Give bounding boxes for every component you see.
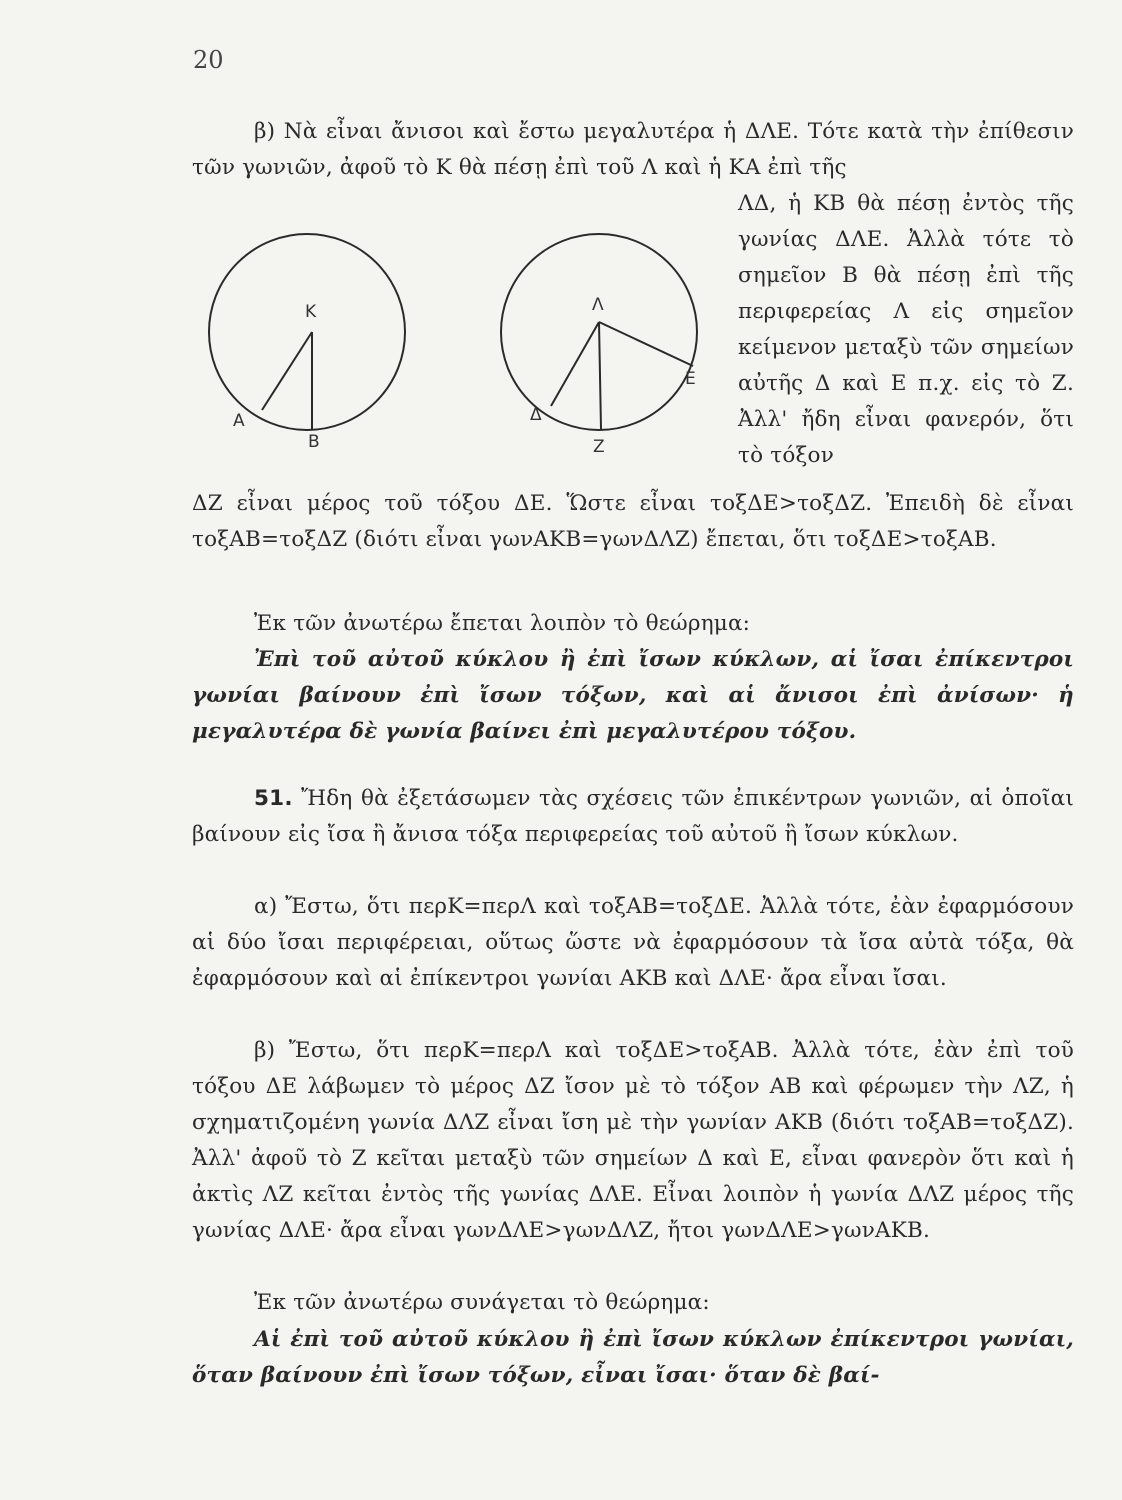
paragraph-theorem-intro-2: Ἐκ τῶν ἀνωτέρω συνάγεται τὸ θεώρημα: xyxy=(254,1290,710,1315)
theorem-2: Αἱ ἐπὶ τοῦ αὐτοῦ κύκλου ἢ ἐπὶ ἴσων κύκλων ἐπίκεντροι γωνίαι, ὅταν βαίνουν ἐπὶ ἴσων τόξων, εἶναι ἴσαι· ὅταν δὲ βαί- xyxy=(192,1327,1074,1388)
page-number: 20 xyxy=(193,46,224,74)
paragraph-theorem-intro: Ἐκ τῶν ἀνωτέρω ἔπεται λοιπὸν τὸ θεώρημα: xyxy=(254,611,751,636)
label-delta: Δ xyxy=(530,405,542,425)
paragraph-case-beta: β) Νὰ εἶναι ἄνισοι καὶ ἔστω μεγαλυτέρα ἡ ΔΛΕ. Τότε κατὰ τὴν ἐπίθεσιν τῶν γωνιῶν, ἀφοῦ τὸ Κ θὰ πέσῃ ἐπὶ τοῦ Λ καὶ ἡ ΚΑ ἐπὶ τῆς xyxy=(192,119,1074,180)
circle-k xyxy=(209,234,405,430)
paragraph-case-alpha: α) Ἔστω, ὅτι περΚ=περΛ καὶ τοξΑΒ=τοξΔΕ. Ἀλλὰ τότε, ἐὰν ἐφαρμόσουν αἱ δύο ἴσαι περιφέρειαι, οὕτως ὥστε νὰ ἐφαρμόσουν τὰ ἴσα αὐτὰ τόξα, θὰ ἐφαρμόσουν καὶ αἱ ἐπίκεντροι γωνίαι ΑΚΒ καὶ ΔΛΕ· ἄρα εἶναι ἴσαι. xyxy=(192,894,1074,991)
label-zeta: Ζ xyxy=(593,437,605,457)
paragraph-case-beta-2: β) Ἔστω, ὅτι περΚ=περΛ καὶ τοξΔΕ>τοξΑΒ. Ἀλλὰ τότε, ἐὰν ἐπὶ τοῦ τόξου ΔΕ λάβωμεν τὸ μέρος ΔΖ ἴσον μὲ τὸ τόξον ΑΒ καὶ φέρωμεν τὴν ΛΖ, ἡ σχηματιζομένη γωνία ΔΛΖ εἶναι ἴση μὲ τὴν γωνίαν ΑΚΒ (διότι τοξΑΒ=τοξΔΖ). Ἀλλ' ἀφοῦ τὸ Ζ κεῖται μεταξὺ τῶν σημείων Δ καὶ Ε, εἶναι φανερὸν ὅτι καὶ ἡ ἀκτὶς ΛΖ κεῖται ἐντὸς τῆς γωνίας ΔΛΕ. Εἶναι λοιπὸν ἡ γωνία ΔΛΖ μέρος τῆς γωνίας ΔΛΕ· ἄρα εἶναι γωνΔΛΕ>γωνΔΛΖ, ἤτοι γωνΔΛΕ>γωνΑΚΒ. xyxy=(192,1038,1074,1243)
section-51-text: Ἤδη θὰ ἐξετάσωμεν τὰς σχέσεις τῶν ἐπικέντρων γωνιῶν, αἱ ὁποῖαι βαίνουν εἰς ἴσα ἢ ἄνισα τόξα περιφερείας τοῦ αὐτοῦ ἢ ἴσων κύκλων. xyxy=(192,786,1074,847)
label-k: Κ xyxy=(305,302,317,322)
circles-figure xyxy=(205,216,715,476)
label-lambda: Λ xyxy=(592,295,604,315)
paragraph-beside-figure: ΛΔ, ἡ ΚΒ θὰ πέσῃ ἐντὸς τῆς γωνίας ΔΛΕ. Ἀλλὰ τότε τὸ σημεῖον Β θὰ πέσῃ ἐπὶ τῆς περιφερείας Λ εἰς σημεῖον κείμενον μεταξὺ τῶν σημείων αὐτῆς Δ καὶ Ε π.χ. εἰς τὸ Ζ. Ἀλλ' ἤδη εἶναι φανερόν, ὅτι τὸ τόξον xyxy=(738,191,1074,468)
label-epsilon: Ε xyxy=(685,369,696,389)
radius-lambda-delta xyxy=(551,322,599,406)
section-51-intro xyxy=(192,781,1074,853)
radius-lambda-epsilon xyxy=(599,322,693,366)
label-a: Α xyxy=(233,411,245,431)
label-b: Β xyxy=(308,432,320,452)
radius-lambda-zeta xyxy=(599,322,601,429)
paragraph-arc-comparison: ΔΖ εἶναι μέρος τοῦ τόξου ΔΕ. Ὥστε εἶναι τοξΔΕ>τοξΔΖ. Ἐπειδὴ δὲ εἶναι τοξΑΒ=τοξΔΖ (διότι εἶναι γωνΑΚΒ=γωνΔΛΖ) ἔπεται, ὅτι τοξΔΕ>τοξΑΒ. xyxy=(192,491,1074,552)
theorem-1: Ἐπὶ τοῦ αὐτοῦ κύκλου ἢ ἐπὶ ἴσων κύκλων, αἱ ἴσαι ἐπίκεντροι γωνίαι βαίνουν ἐπὶ ἴσων τόξων, καὶ αἱ ἄνισοι ἐπὶ ἀνίσων· ἡ μεγαλυτέρα δὲ γωνία βαίνει ἐπὶ μεγαλυτέρου τόξου. xyxy=(192,647,1074,744)
radius-ka xyxy=(262,332,312,410)
section-number: 51. xyxy=(254,786,293,811)
